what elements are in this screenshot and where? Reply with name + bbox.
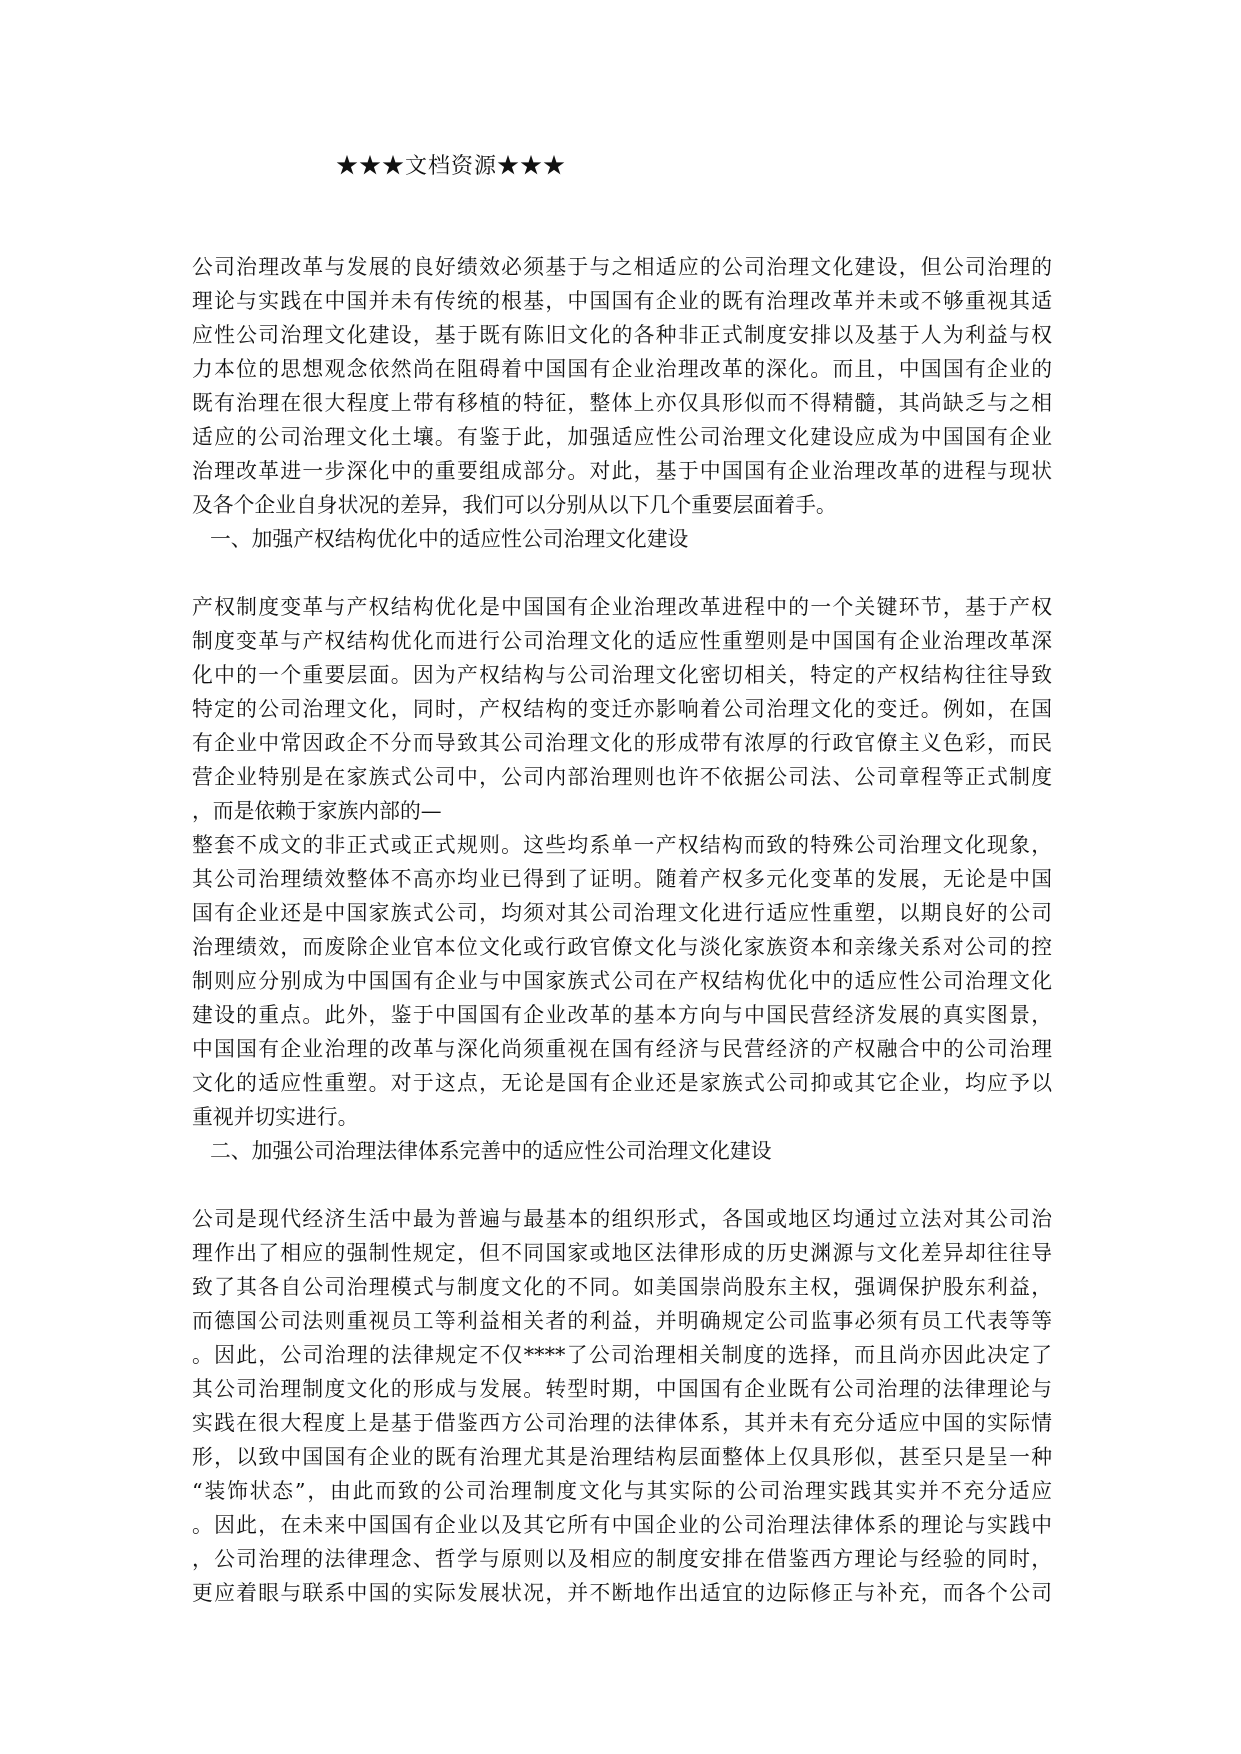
- section-2-line: 。因此，公司治理的法律规定不仅****了公司治理相关制度的选择，而且尚亦因此决定了: [192, 1343, 1052, 1367]
- section-1-line: 产权制度变革与产权结构优化是中国国有企业治理改革进程中的一个关键环节，基于产权: [192, 595, 1052, 619]
- section-1-line: 其公司治理绩效整体不高亦均业已得到了证明。随着产权多元化变革的发展，无论是中国: [192, 867, 1052, 891]
- section-2-line: 致了其各自公司治理模式与制度文化的不同。如美国崇尚股东主权，强调保护股东利益，: [192, 1275, 1052, 1299]
- section-2-line: 实践在很大程度上是基于借鉴西方公司治理的法律体系，其并未有充分适应中国的实际情: [192, 1411, 1052, 1435]
- section-1-line: 国有企业还是中国家族式公司，均须对其公司治理文化进行适应性重塑，以期良好的公司: [192, 901, 1052, 925]
- section-1-line: 重视并切实进行。: [192, 1105, 359, 1129]
- section-1-line: 文化的适应性重塑。对于这点，无论是国有企业还是家族式公司抑或其它企业，均应予以: [192, 1071, 1052, 1095]
- section-1-line: 建设的重点。此外，鉴于中国国有企业改革的基本方向与中国民营经济发展的真实图景，: [192, 1003, 1052, 1027]
- section-1-line: 化中的一个重要层面。因为产权结构与公司治理文化密切相关，特定的产权结构往往导致: [192, 663, 1052, 687]
- section-1-line: 中国国有企业治理的改革与深化尚须重视在国有经济与民营经济的产权融合中的公司治理: [192, 1037, 1052, 1061]
- intro-line: 力本位的思想观念依然尚在阻碍着中国国有企业治理改革的深化。而且，中国国有企业的: [192, 357, 1052, 381]
- intro-line: 公司治理改革与发展的良好绩效必须基于与之相适应的公司治理文化建设，但公司治理的: [192, 255, 1052, 279]
- section-1-line: 治理绩效，而废除企业官本位文化或行政官僚文化与淡化家族资本和亲缘关系对公司的控: [192, 935, 1052, 959]
- section-2-line: “装饰状态”，由此而致的公司治理制度文化与其实际的公司治理实践其实并不充分适应: [192, 1479, 1052, 1503]
- intro-line: 及各个企业自身状况的差异，我们可以分别从以下几个重要层面着手。: [192, 493, 837, 517]
- section-2-line: ，公司治理的法律理念、哲学与原则以及相应的制度安排在借鉴西方理论与经验的同时，: [192, 1547, 1052, 1571]
- section-2-line: 公司是现代经济生活中最为普遍与最基本的组织形式，各国或地区均通过立法对其公司治: [192, 1207, 1052, 1231]
- section-2-line: 而德国公司法则重视员工等利益相关者的利益，并明确规定公司监事必须有员工代表等等: [192, 1309, 1052, 1333]
- section-1-line: 制度变革与产权结构优化而进行公司治理文化的适应性重塑则是中国国有企业治理改革深: [192, 629, 1052, 653]
- section-heading-2: 二、加强公司治理法律体系完善中的适应性公司治理文化建设: [210, 1139, 772, 1163]
- intro-line: 应性公司治理文化建设，基于既有陈旧文化的各种非正式制度安排以及基于人为利益与权: [192, 323, 1052, 347]
- section-2-line: 更应着眼与联系中国的实际发展状况，并不断地作出适宜的边际修正与补充，而各个公司: [192, 1581, 1052, 1605]
- intro-line: 理论与实践在中国并未有传统的根基，中国国有企业的既有治理改革并未或不够重视其适: [192, 289, 1052, 313]
- intro-line: 适应的公司治理文化土壤。有鉴于此，加强适应性公司治理文化建设应成为中国国有企业: [192, 425, 1052, 449]
- intro-line: 既有治理在很大程度上带有移植的特征，整体上亦仅具形似而不得精髓，其尚缺乏与之相: [192, 391, 1052, 415]
- section-2-line: 。因此，在未来中国国有企业以及其它所有中国企业的公司治理法律体系的理论与实践中: [192, 1513, 1052, 1537]
- section-1-line: ，而是依赖于家族内部的—: [192, 799, 442, 823]
- section-2-line: 理作出了相应的强制性规定，但不同国家或地区法律形成的历史渊源与文化差异却往往导: [192, 1241, 1052, 1265]
- section-1-line: 有企业中常因政企不分而导致其公司治理文化的形成带有浓厚的行政官僚主义色彩，而民: [192, 731, 1052, 755]
- section-1-line: 制则应分别成为中国国有企业与中国家族式公司在产权结构优化中的适应性公司治理文化: [192, 969, 1052, 993]
- section-1-line: 特定的公司治理文化，同时，产权结构的变迁亦影响着公司治理文化的变迁。例如，在国: [192, 697, 1052, 721]
- section-1-line: 营企业特别是在家族式公司中，公司内部治理则也许不依据公司法、公司章程等正式制度: [192, 765, 1052, 789]
- section-1-line: 整套不成文的非正式或正式规则。这些均系单一产权结构而致的特殊公司治理文化现象，: [192, 833, 1052, 857]
- section-2-line: 其公司治理制度文化的形成与发展。转型时期，中国国有企业既有公司治理的法律理论与: [192, 1377, 1052, 1401]
- document-header-title: ★★★文档资源★★★: [336, 154, 567, 179]
- section-2-line: 形，以致中国国有企业的既有治理尤其是治理结构层面整体上仅具形似，甚至只是呈一种: [192, 1445, 1052, 1469]
- section-heading-1: 一、加强产权结构优化中的适应性公司治理文化建设: [210, 527, 689, 551]
- intro-line: 治理改革进一步深化中的重要组成部分。对此，基于中国国有企业治理改革的进程与现状: [192, 459, 1052, 483]
